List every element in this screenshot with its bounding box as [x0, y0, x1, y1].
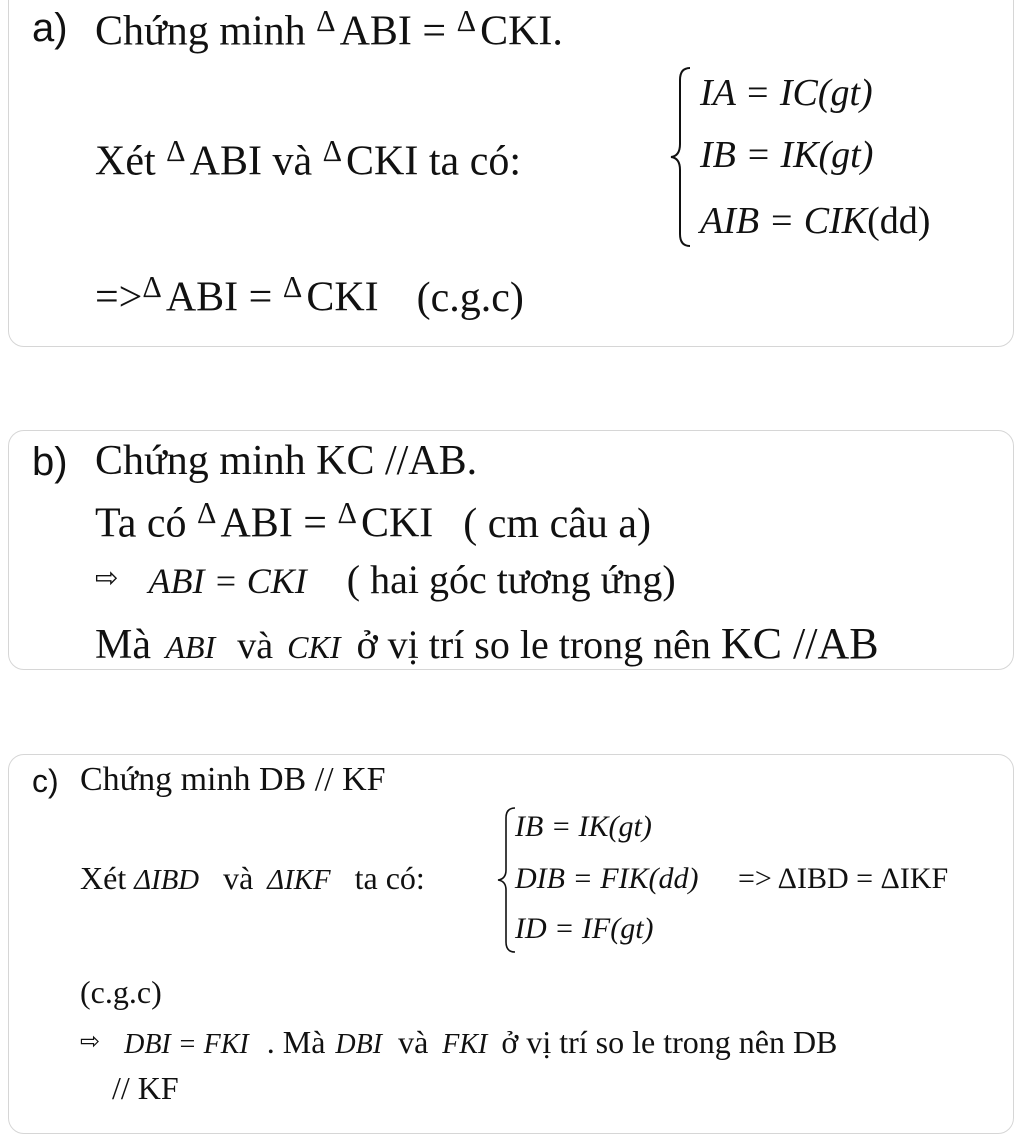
triangle-icon: Δ: [316, 4, 336, 38]
section-b-line3: Mà ABI và CKI ở vị trí so le trong nên KC //AB: [95, 619, 879, 668]
section-b-title: Chứng minh KC //AB.: [95, 438, 478, 484]
triangle-icon: Δ: [197, 496, 217, 530]
section-c-result: => ΔIBD = ΔIKF: [738, 862, 949, 895]
system-eq-3: ID = IF(gt): [515, 912, 654, 945]
section-c-consider: Xét ΔIBD và ΔIKF ta có:: [80, 860, 425, 896]
triangle-icon: Δ: [142, 270, 162, 304]
section-b-line2: ⇨ ABI = CKI ( hai góc tương ứng): [95, 557, 676, 602]
arrow-right-icon: ⇨: [95, 561, 119, 594]
section-c-cgc: (c.g.c): [80, 974, 162, 1010]
triangle-icon: Δ: [166, 134, 186, 168]
arrow-right-icon: ⇨: [80, 1027, 101, 1055]
section-a-consider: Xét $^\Delta$ABI và $^\Delta$CKI ta có:: [95, 134, 521, 185]
section-a-conclusion: =>$^\Delta$ABI = $^\Delta$CKI (c.g.c): [95, 270, 524, 321]
system-eq-1: IA = IC(gt): [700, 72, 873, 114]
system-eq-3: AIB = CIK(dd): [700, 200, 931, 242]
system-eq-2: IB = IK(gt): [700, 134, 874, 176]
section-a-title: Chứng minh $^\Delta$ABI = $^\Delta$CKI.: [95, 4, 563, 55]
triangle-icon: Δ: [282, 270, 303, 304]
section-a-label: a): [32, 6, 68, 50]
section-c-line-end: // KF: [112, 1070, 179, 1106]
system-eq-2: DIB = FIK(dd): [515, 862, 699, 895]
section-c-label: c): [32, 763, 59, 799]
triangle-icon: Δ: [337, 496, 357, 530]
system-brace: [668, 66, 694, 248]
section-c-title: Chứng minh DB // KF: [80, 761, 386, 798]
title-text: Chứng minh: [95, 8, 317, 55]
section-b-label: b): [32, 440, 68, 484]
section-b-line1: Ta có $^\Delta$ABI = $^\Delta$CKI ( cm câu a): [95, 496, 652, 547]
triangle-icon: Δ: [456, 4, 477, 38]
system-eq-1: IB = IK(gt): [515, 810, 652, 843]
section-c-line: ⇨ DBI = FKI . Mà DBI và FKI ở vị trí so le trong nên DB: [80, 1024, 838, 1060]
triangle-icon: Δ: [322, 134, 343, 168]
